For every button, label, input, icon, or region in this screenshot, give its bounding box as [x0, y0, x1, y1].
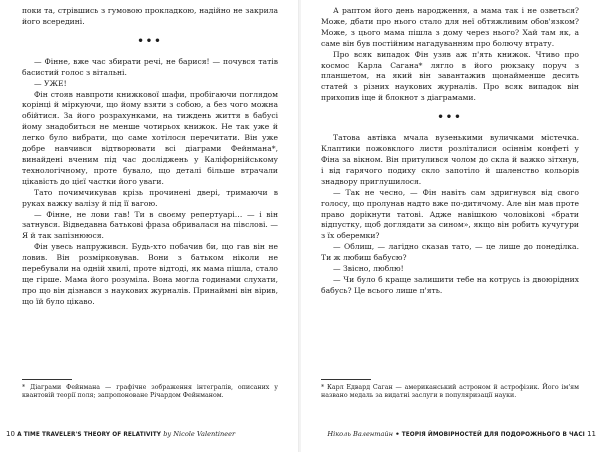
- paragraph: — Фінне, вже час збирати речі, не барися! — почувся татів басистий голос з вітальні.: [22, 56, 278, 77]
- paragraph: — Звісно, люблю!: [333, 264, 404, 274]
- paragraph: Татова автівка мчала вузенькими вуличками містечка. Клаптики пожовклого листя розліталися осіннім конфеті у Фіна за вікном. Він притулився чолом до скла й важко зітхнув, і від гарячого подиху скло запотіло й шаленство кольорів знадвору приглушилося.: [321, 133, 579, 186]
- running-title: ТЕОРІЯ ЙМОВІРНОСТЕЙ ДЛЯ ПОДОРОЖНЬОГО В ЧАСІ: [401, 430, 585, 438]
- footnote: * Карл Едвард Саган — американський астроном й астрофізик. Його ім'ям названо медаль за видатні заслуги в популяризації науки.: [321, 384, 579, 400]
- page-number: 10: [6, 430, 15, 438]
- footer-separator: •: [395, 430, 400, 438]
- section-break: •••: [137, 35, 163, 47]
- paragraph: Про всяк випадок Фін узяв аж п'ять книжок. Чтиво про космос Карла Сагана* лягло в його рюкзаку поруч з планшетом, на який він завантажив щонайменше десять статей з різних наукових журналів. Про всяк випадок він прихопив іще й блокнот з діаграмами.: [321, 49, 579, 103]
- right-page: [301, 0, 600, 452]
- left-page: [0, 0, 299, 452]
- paragraph: Фін стояв навпроти книжкової шафи, пробігаючи поглядом корінці й міркуючи, що йому взяти з собою, а без чого можна обійтися. За його розрахунками, на тиждень життя в бабусі йому знадобиться не менше чотирьох книжок. Не так уже й легко було вибрати, що саме хотілося перечитати. Він уже добре навчився відтворювати всі діаграми Фейнмана*, винайдені вченим під час досліджень у Каліфорнійському технологічному, проте бувало, що деталі більше втрачали цікавість до цієї частки його уваги.: [22, 89, 278, 186]
- paragraph: — Чи було б краще залишити тебе на котрусь із двоюрідних бабусь? Це всього лише п'ять.: [321, 274, 579, 295]
- paragraph: — Фінне, не лови гав! Ти в своєму репертуарі… — і він затнувся. Відведавна батькові фраза обривалася на півслові. — Я й так запізнююся.: [22, 209, 278, 241]
- paragraph: А раптом його день народження, а мама так і не озветься? Може, дбати про нього стало для неї обтяжливим обов'язком? Може, з цього мама пішла з дому через нього? Хай там як, а саме він був постійним нагадуванням про болючу втрату.: [321, 6, 579, 48]
- page-footer: [327, 430, 596, 439]
- page-footer: [6, 430, 235, 439]
- footnote-divider: [321, 379, 371, 380]
- right-text-column: [321, 6, 579, 297]
- paragraph: Тато почимчикував крізь прочинені двері, тримаючи в руках важку валізу й під її вагою.: [22, 187, 278, 208]
- footnote: * Діаграми Фейнмана — графічне зображення інтегралів, описаних у квантовій теорії поля; запропоноване Річардом Фейнманом.: [22, 384, 278, 400]
- section-break: •••: [437, 112, 463, 124]
- paragraph: — Облиш, — лагідно сказав тато, — це лише до понеділка. Ти ж любиш бабусю?: [321, 242, 579, 263]
- running-author: Ніколь Валентайн: [327, 430, 394, 438]
- running-title: A TIME TRAVELER'S THEORY OF RELATIVITY: [17, 430, 162, 438]
- page-number: 11: [587, 430, 596, 438]
- paragraph: — Так не чесно, — Фін навіть сам здригнувся від свого голосу, що пролунав надто вже по-дитячому. Але він мав проте право дорікнути татові. Адже навішкою чоловікові «брати відпустку, щоб доглядати за сином», якщо він робить кучугури з їх оберемки?: [321, 187, 579, 241]
- footnote-divider: [22, 379, 72, 380]
- left-text-column: [22, 6, 278, 308]
- paragraph: поки та, стрівшись з гумовою прокладкою, надійно не закрила його всередині.: [22, 6, 278, 26]
- paragraph: Фін увесь напружився. Будь-хто побачив би, що гав він не ловив. Він розмірковував. Вони з батьком ніколи не перебували на одній хвилі, проте відтоді, як мама пішла, стало ще гірше. Мама його розуміла. Вона могла годинами слухати, про що він дізнався з наукових журналів. Принаймні він вірив, що їй було цікаво.: [22, 242, 278, 306]
- running-byline: by Nicole Valentineer: [163, 430, 236, 438]
- paragraph: — УЖЕ!: [34, 78, 67, 88]
